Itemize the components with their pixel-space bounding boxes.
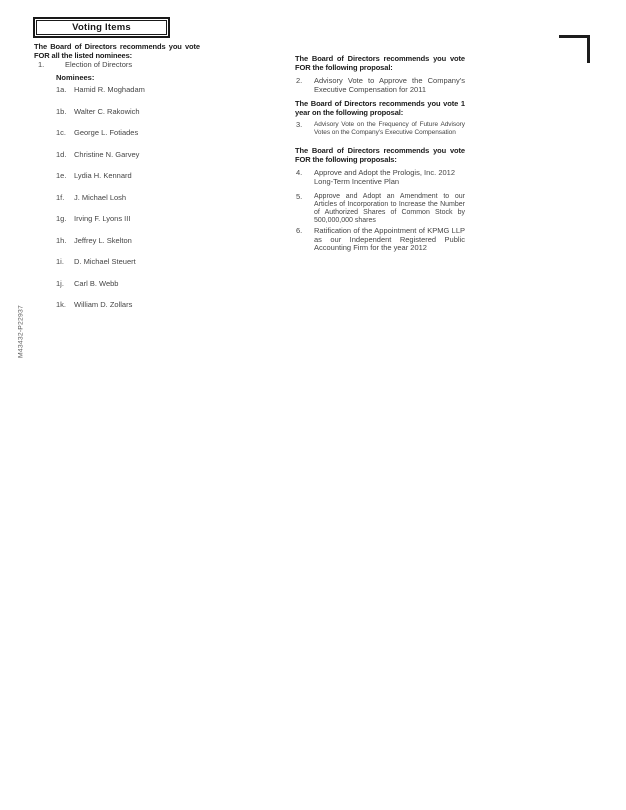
- nominee-row: [56, 172, 145, 180]
- proposal-row: [296, 169, 455, 186]
- nominee-number: 1k.: [56, 300, 67, 309]
- recommendation-heading-proposal-3: The Board of Directors recommends you vote 1 year on the following proposal:: [295, 99, 465, 117]
- proposal-text: Ratification of the Appointment of KPMG LLP as our Independent Registered Public Accounting Firm for the year 2012: [314, 226, 465, 253]
- proposal-text: Approve and Adopt an Amendment to our Articles of Incorporation to Increase the Number of Authorized Shares of Common Stock by 500,000,000 shares: [314, 193, 465, 225]
- registration-corner-mark: [559, 35, 590, 63]
- nominee-name: Carl B. Webb: [74, 278, 119, 288]
- proposal-text: Election of Directors: [65, 60, 133, 69]
- page-title: Voting Items: [72, 22, 131, 33]
- form-code-vertical: M43432-P22937: [17, 305, 25, 358]
- nominee-row: [56, 129, 145, 137]
- nominee-number: 1g.: [56, 214, 67, 223]
- nominee-row: [56, 108, 145, 116]
- nominee-number: 1d.: [56, 149, 67, 159]
- nominee-row: [56, 215, 145, 223]
- proposal-number: 6.: [296, 226, 303, 235]
- nominee-name: George L. Fotiades: [74, 128, 139, 137]
- nominee-number: 1e.: [56, 171, 67, 180]
- proposal-number: 1.: [38, 60, 45, 69]
- nominee-number: 1f.: [56, 192, 65, 202]
- proposal-number: 3.: [296, 120, 303, 129]
- nominee-name: J. Michael Losh: [74, 192, 127, 202]
- proposal-text: Advisory Vote on the Frequency of Future Advisory Votes on the Company’s Executive Compensation: [314, 121, 465, 136]
- nominee-row: [56, 280, 145, 288]
- nominee-number: 1h.: [56, 235, 67, 245]
- nominee-row: [56, 151, 145, 159]
- nominee-name: Irving F. Lyons III: [74, 214, 131, 223]
- nominee-row: [56, 86, 145, 94]
- nominee-row: [56, 301, 145, 309]
- nominee-number: 1a.: [56, 85, 67, 94]
- nominee-number: 1b.: [56, 106, 67, 116]
- nominee-name: William D. Zollars: [74, 300, 133, 309]
- nominee-row: [56, 258, 145, 266]
- proposal-row: [296, 77, 465, 94]
- recommendation-heading-proposal-2: The Board of Directors recommends you vote FOR the following proposal:: [295, 54, 465, 72]
- nominee-number: 1j.: [56, 278, 64, 288]
- nominee-name: Christine N. Garvey: [74, 149, 140, 159]
- recommendation-heading-nominees: The Board of Directors recommends you vote FOR all the listed nominees:: [34, 42, 200, 60]
- nominee-number: 1i.: [56, 257, 64, 266]
- nominee-name: D. Michael Steuert: [74, 257, 136, 266]
- nominee-number: 1c.: [56, 128, 67, 137]
- proposal-text: Approve and Adopt the Prologis, Inc. 2012 Long-Term Incentive Plan: [314, 168, 455, 186]
- nominee-row: [56, 237, 145, 245]
- proposal-number: 5.: [296, 192, 303, 201]
- proposal-number: 4.: [296, 168, 303, 177]
- nominees-label: Nominees:: [56, 73, 95, 82]
- proposal-row: [296, 227, 465, 253]
- nominee-name: Jeffrey L. Skelton: [74, 235, 132, 245]
- nominee-name: Lydia H. Kennard: [74, 171, 132, 180]
- nominees-list: [56, 86, 145, 323]
- nominee-name: Hamid R. Moghadam: [74, 85, 145, 94]
- proposal-row: [296, 121, 465, 136]
- proposal-text: Advisory Vote to Approve the Company’s Executive Compensation for 2011: [314, 76, 465, 94]
- nominee-row: [56, 194, 145, 202]
- proposal-number: 2.: [296, 76, 303, 85]
- proposal-row-election: [38, 61, 132, 70]
- voting-items-title-box: [33, 17, 170, 38]
- nominee-name: Walter C. Rakowich: [74, 106, 140, 116]
- recommendation-heading-proposals-4-6: The Board of Directors recommends you vote FOR the following proposals:: [295, 146, 465, 164]
- proposal-row: [296, 193, 465, 225]
- voting-items-title-inner-border: [36, 20, 167, 35]
